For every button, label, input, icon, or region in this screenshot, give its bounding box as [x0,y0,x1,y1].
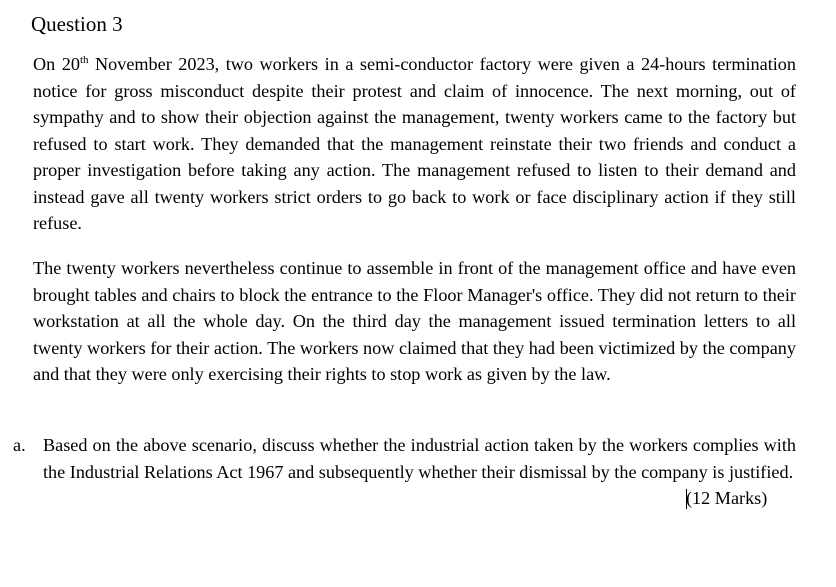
paragraph-1-text: November 2023, two workers in a semi-conductor factory were given a 24-hours termination notice for gross misconduct despite their protest and claim of innocence. The next morning, out of sympathy and to show their objection against the management, twenty workers came to the factory but refused to start work. They demanded that the management reinstate their two friends and conduct a proper investigation before taking any action. The management refused to listen to their demand and instead gave all twenty workers strict orders to go back to work or face disciplinary action if they still refuse. [33,54,796,233]
sub-question-label: a. [13,435,26,455]
sub-question-text: Based on the above scenario, discuss whether the industrial action taken by the workers complies with the Industrial Relations Act 1967 and subsequently whether their dismissal by the company is justified. [43,435,796,482]
date-ordinal-suffix: th [79,54,89,66]
scenario-paragraph-2: The twenty workers nevertheless continue to assemble in front of the management office and have even brought tables and chairs to block the entrance to the Floor Manager's office. They did not return to their workstation at all the whole day. On the third day the management issued termination letters to all twenty workers for their action. The workers now claimed that they had been victimized by the company and that they were only exercising their rights to stop work as given by the law. [33,258,796,384]
paragraph-1-intro: On 20 [33,54,80,74]
scenario-paragraph-1 [33,51,796,237]
marks-allocation: (12 Marks) [686,488,768,508]
question-title: Question 3 [31,12,123,36]
